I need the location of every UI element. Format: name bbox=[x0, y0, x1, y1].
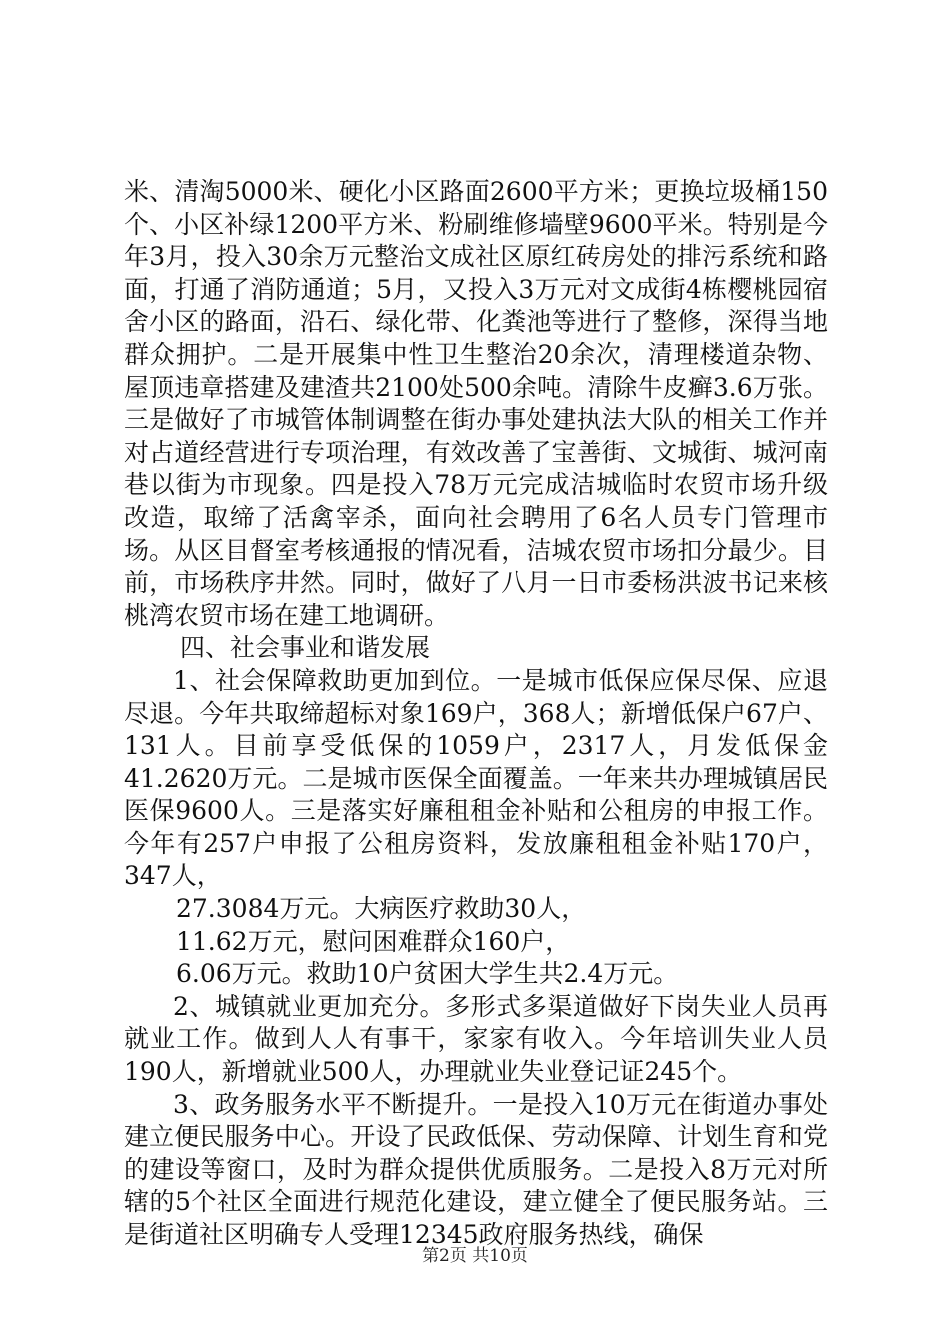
line-student-aid-amount: 6.06万元。救助10户贫困大学生共2.4万元。 bbox=[176, 959, 679, 989]
paragraph-social-security: 1、社会保障救助更加到位。一是城市低保应保尽保、应退尽退。今年共取缔超标对象169户，368人；新增低保户67户、131人。目前享受低保的1059户，2317人，月发低保金41.2620万元。二是城市医保全面覆盖。一年来共办理城镇居民医保9600人。三是落实好廉租租金补贴和公租房的申报工作。今年有257户申报了公租房资料，发放廉租租金补贴170户，347人， bbox=[124, 665, 828, 891]
line-medical-aid-amount: 11.62万元，慰问困难群众160户， bbox=[176, 926, 571, 956]
line-rent-subsidy-amount: 27.3084万元。大病医疗救助30人， bbox=[176, 894, 587, 924]
page-number-footer: 第2页 共10页 bbox=[422, 1246, 528, 1266]
paragraph-government-service: 3、政务服务水平不断提升。一是投入10万元在街道办事处建立便民服务中心。开设了民政低保、劳动保障、计划生育和党的建设等窗口，及时为群众提供优质服务。二是投入8万元对所辖的5个社区全面进行规范化建设，建立健全了便民服务站。三是街道社区明确专人受理12345政府服务热线，确保 bbox=[124, 1089, 828, 1249]
paragraph-urban-management: 米、清淘5000米、硬化小区路面2600平方米；更换垃圾桶150个、小区补绿1200平方米、粉刷维修墙壁9600平米。特别是今年3月，投入30余万元整治文成社区原红砖房处的排污系统和路面，打通了消防通道；5月，又投入3万元对文成街4栋樱桃园宿舍小区的路面，沿石、绿化带、化粪池等进行了整修，深得当地群众拥护。二是开展集中性卫生整治20余次，清理楼道杂物、屋顶违章搭建及建渣共2100处500余吨。清除牛皮癣3.6万张。三是做好了市城管体制调整在街办事处建执法大队的相关工作并对占道经营进行专项治理，有效改善了宝善街、文城街、城河南巷以街为市现象。四是投入78万元完成洁城临时农贸市场升级改造，取缔了活禽宰杀，面向社会聘用了6名人员专门管理市场。从区目督室考核通报的情况看，洁城农贸市场扣分最少。目前，市场秩序井然。同时，做好了八月一日市委杨洪波书记来核桃湾农贸市场在建工地调研。 bbox=[124, 177, 828, 630]
section-heading-social-affairs: 四、社会事业和谐发展 bbox=[180, 633, 431, 663]
document-body bbox=[124, 176, 828, 1252]
paragraph-employment: 2、城镇就业更加充分。多形式多渠道做好下岗失业人员再就业工作。做到人人有事干，家家有收入。今年培训失业人员190人，新增就业500人，办理就业失业登记证245个。 bbox=[124, 991, 828, 1087]
